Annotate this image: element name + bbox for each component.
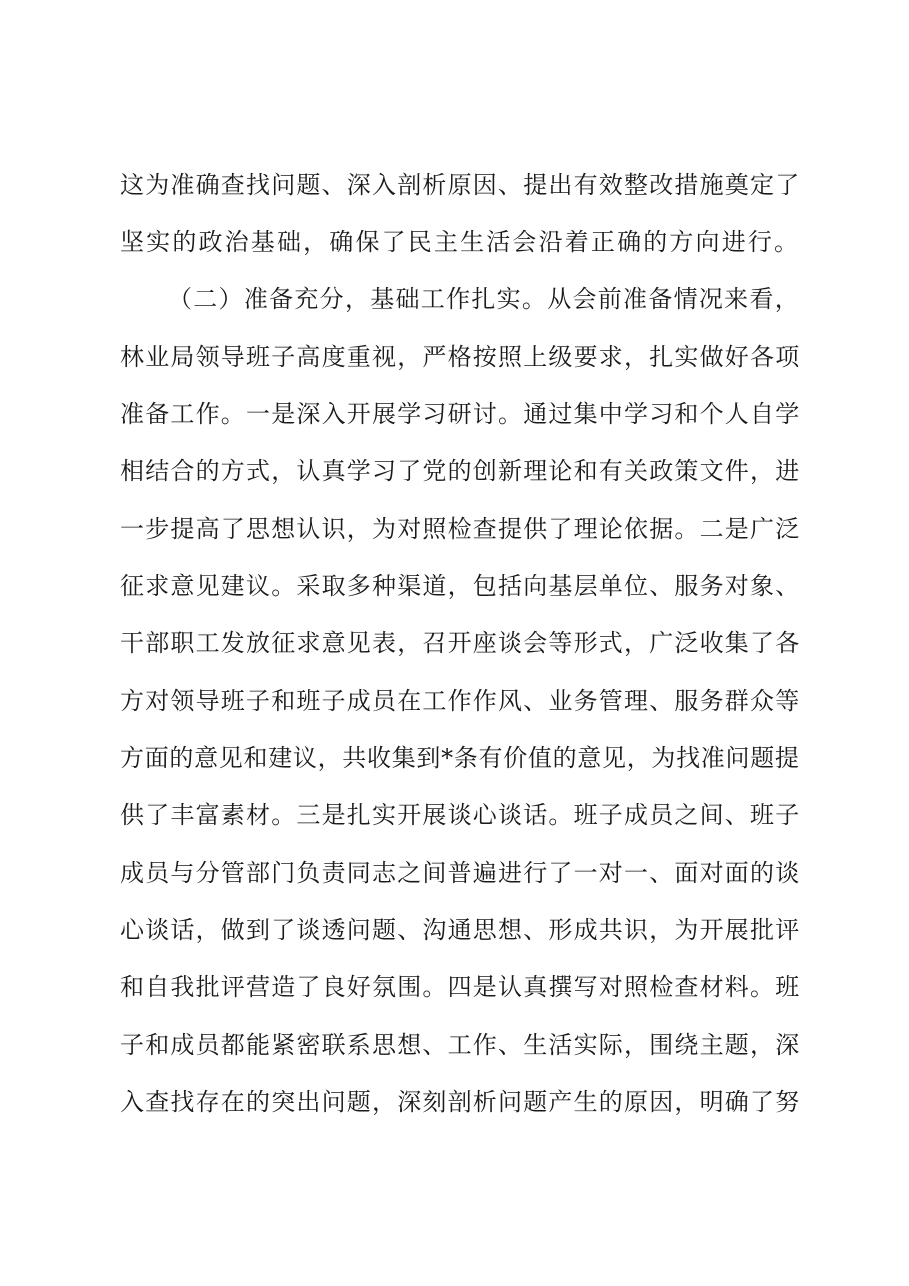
text-line: 一步提高了思想认识，为对照检查提供了理论依据。二是广泛 xyxy=(120,515,801,543)
text-line: 准备工作。一是深入开展学习研讨。通过集中学习和个人自学 xyxy=(120,400,801,428)
text-line: 入查找存在的突出问题，深刻剖析问题产生的原因，明确了努 xyxy=(120,1088,801,1116)
text-line: 子和成员都能紧密联系思想、工作、生活实际，围绕主题，深 xyxy=(120,1031,801,1059)
text-line: 干部职工发放征求意见表，召开座谈会等形式，广泛收集了各 xyxy=(120,629,801,657)
text-line: 相结合的方式，认真学习了党的创新理论和有关政策文件，进 xyxy=(120,457,801,485)
text-line: 坚实的政治基础，确保了民主生活会沿着正确的方向进行。 xyxy=(120,228,801,256)
section-heading-line: （二）准备充分，基础工作扎实。从会前准备情况来看， xyxy=(168,285,800,313)
text-line: 这为准确查找问题、深入剖析原因、提出有效整改措施奠定了 xyxy=(120,171,801,199)
text-line: 成员与分管部门负责同志之间普遍进行了一对一、面对面的谈 xyxy=(120,859,801,887)
text-line: 方对领导班子和班子成员在工作作风、业务管理、服务群众等 xyxy=(120,687,801,715)
text-line: 征求意见建议。采取多种渠道，包括向基层单位、服务对象、 xyxy=(120,572,801,600)
text-line: 林业局领导班子高度重视，严格按照上级要求，扎实做好各项 xyxy=(120,343,801,371)
text-line: 方面的意见和建议，共收集到*条有价值的意见，为找准问题提 xyxy=(120,744,800,772)
text-line: 心谈话，做到了谈透问题、沟通思想、形成共识，为开展批评 xyxy=(120,916,801,944)
text-line: 供了丰富素材。三是扎实开展谈心谈话。班子成员之间、班子 xyxy=(120,801,801,829)
text-line: 和自我批评营造了良好氛围。四是认真撰写对照检查材料。班 xyxy=(120,973,801,1001)
